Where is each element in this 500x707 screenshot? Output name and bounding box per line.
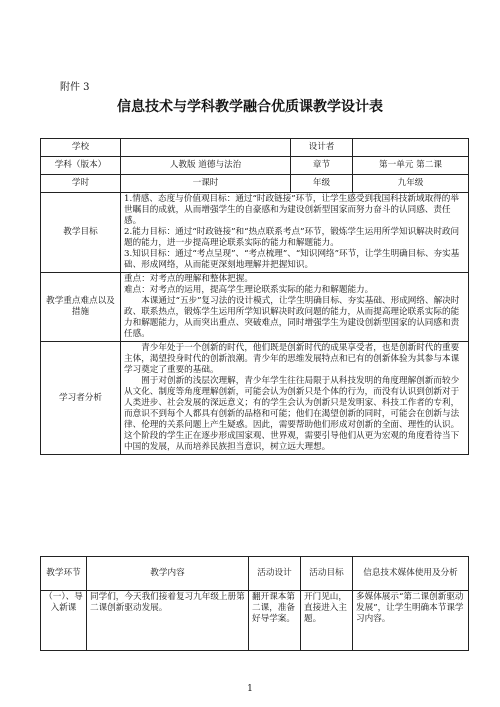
key-points-label: 教学重点难点以及措施 [41, 273, 121, 342]
hours-label: 学时 [41, 175, 121, 193]
learners-row [41, 342, 469, 455]
key-point-paragraph: 重点：对考点的理解和整体把握。 [124, 274, 253, 284]
school-label: 学校 [41, 139, 121, 157]
key-points-content [121, 273, 469, 342]
learner-paragraph: 囿于对创新的浅层次理解，青少年学生往往局限于从科技发明的角度理解创新而较少从文化、制度等角度理解创新，可能会认为创新只是个体的行为，而没有认识到创新对于人类进步、社会发展的深远意义；有的学生会认为创新只是发明家、科技工作者的专利，而意识不到每个人都具有创新的品格和可能；他们在渴望创新的同时，可能会在创新与法律、伦理的关系问题上产生疑惑。因此，需要帮助他们形成对创新的全面、理性的认识。这个阶段的学生正在逐步形成国家观、世界观，需要引导他们从更为宏观的角度看待当下中国的发展，从而培养民族担当意识，树立远大理想。 [124, 376, 460, 452]
learner-paragraph: 青少年处于一个创新的时代，他们既是创新时代的成果享受者，也是创新时代的重要主体，渴望投身时代的创新浪潮。青少年的思维发展特点和已有的创新体验为其参与本课学习奠定了重要的基础。 [124, 343, 460, 375]
media-cell: 多媒体展示“第二课创新驱动发展”，让学生明确本节课学习内容。 [353, 591, 469, 651]
hours-row [41, 175, 469, 193]
chapter-label: 章节 [291, 157, 353, 175]
annex-label: 附件 3 [60, 82, 90, 93]
process-header-row [41, 557, 469, 591]
goal-cell: 开门见山，直接进入主题。 [301, 591, 353, 651]
learners-content [121, 342, 469, 455]
school-row [41, 139, 469, 157]
content-cell: 同学们，今天我们接着复习九年级上册第二课创新驱动发展。 [87, 591, 249, 651]
header-stage: 教学环节 [41, 557, 87, 591]
goal-item: 3.知识目标：通过“考点呈现”、“考点梳理”、“知识网络”环节，让学生明确目标、夯实基础、形成网络，从而能更深刻地理解并把握知识。 [124, 249, 460, 270]
chapter-value: 第一单元 第二课 [353, 157, 469, 175]
header-content: 教学内容 [87, 557, 249, 591]
key-points-row [41, 273, 469, 342]
grade-value: 九年级 [353, 175, 469, 193]
stage-cell: （一）、导入新课 [41, 591, 87, 651]
header-media: 信息技术媒体使用及分析 [353, 557, 469, 591]
goals-content [121, 193, 469, 273]
school-value [121, 139, 291, 157]
subject-value: 人教版 道德与法治 [121, 157, 291, 175]
key-point-paragraph: 难点：对考点的运用，提高学生理论联系实际的能力和解题能力。 [124, 285, 374, 295]
document-title: 信息技术与学科教学融合优质课教学设计表 [117, 99, 383, 115]
design-table [40, 138, 469, 455]
header-activity: 活动设计 [249, 557, 301, 591]
page-number: 1 [247, 684, 253, 694]
designer-label: 设计者 [291, 139, 353, 157]
header-goal: 活动目标 [301, 557, 353, 591]
grade-label: 年级 [291, 175, 353, 193]
goals-label: 教学目标 [41, 193, 121, 273]
key-point-paragraph: 本课通过“五步”复习法的设计模式，让学生明确目标、夯实基础、形成网络、解决时政、联系热点，锻炼学生运用所学知识解决时政问题的能力，从而提高理论联系实际的能力和解题能力，从而突出重点、突破难点，同时增强学生为建设创新型国家的认同感和责任感。 [124, 296, 460, 339]
process-table [40, 556, 469, 651]
designer-value [353, 139, 469, 157]
table-row [41, 591, 469, 651]
goal-item: 1.情感、态度与价值观目标：通过“时政链接”环节，让学生感受到我国科技新域取得的举世瞩目的成就，从而增强学生的自豪感和为建设创新型国家而努力奋斗的认同感、责任感。 [124, 194, 459, 226]
goal-item: 2.能力目标：通过“时政链接”和“热点联系考点”环节，锻炼学生运用所学知识解决时政问题的能力，进一步提高理论联系实际的能力和解题能力。 [124, 227, 460, 248]
hours-value: 一课时 [121, 175, 291, 193]
subject-label: 学科（版本） [41, 157, 121, 175]
subject-row [41, 157, 469, 175]
activity-cell: 翻开课本第二课，准备好导学案。 [249, 591, 301, 651]
learners-label: 学习者分析 [41, 342, 121, 455]
goals-row [41, 193, 469, 273]
